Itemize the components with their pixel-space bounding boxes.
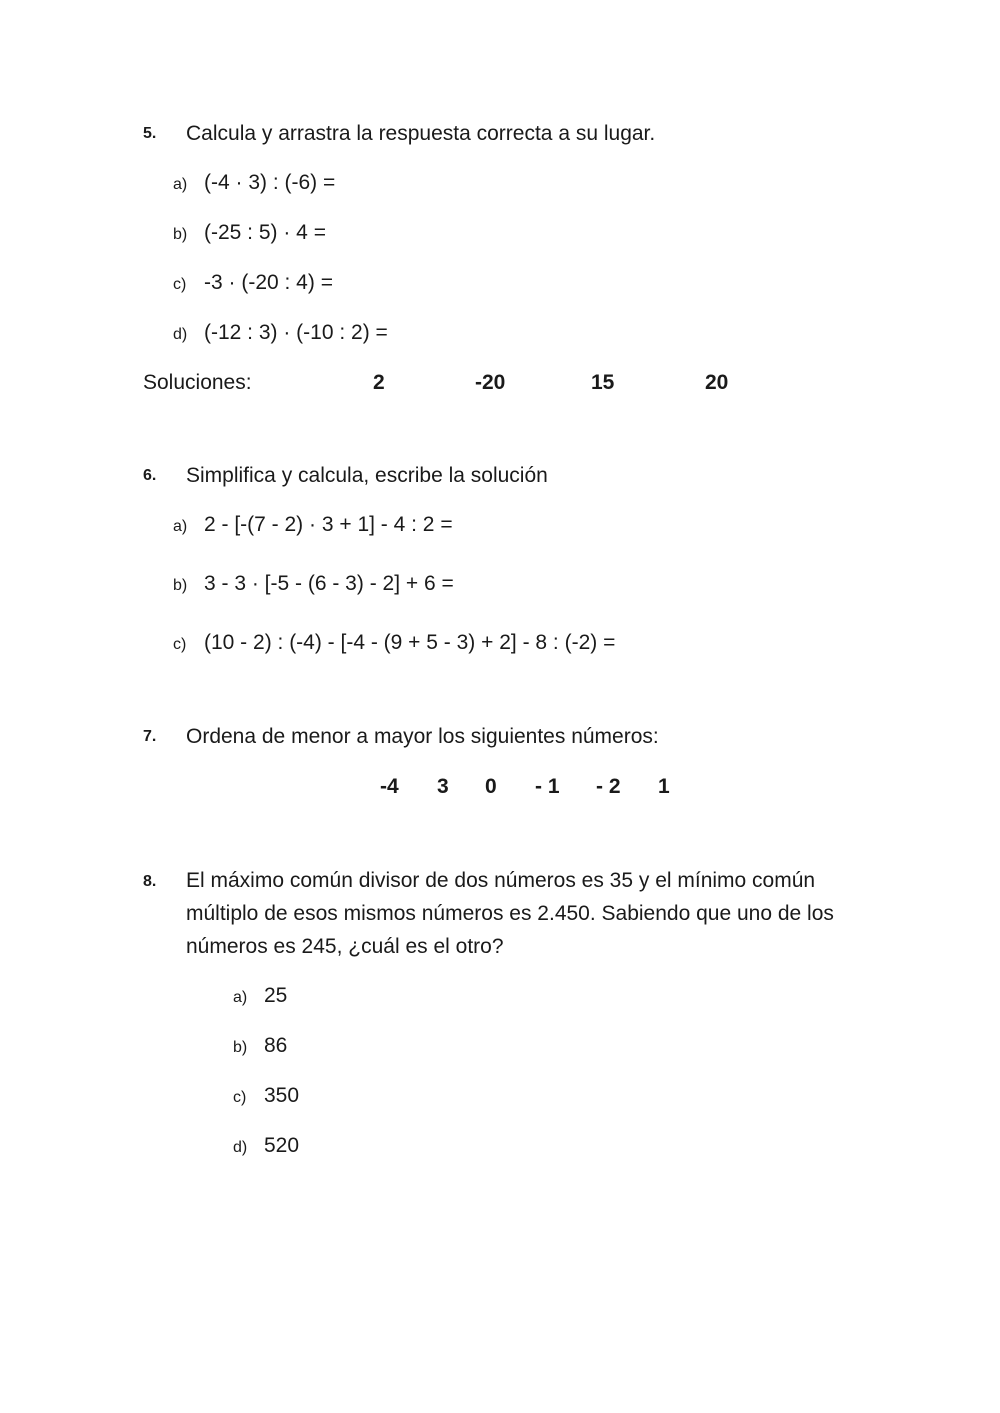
q8-option-a-label: a)	[233, 989, 248, 1006]
question-7-text: Ordena de menor a mayor los siguientes números:	[186, 725, 659, 748]
q6-item-c-label: c)	[173, 636, 187, 653]
question-5-number: 5.	[143, 125, 157, 142]
q8-option-b-label: b)	[233, 1039, 248, 1056]
q5-item-b-label: b)	[173, 226, 188, 243]
q6-item-b-label: b)	[173, 577, 188, 594]
q5-item-c-expression: -3 · (-20 : 4) =	[204, 271, 333, 294]
order-number: -4	[380, 775, 399, 798]
solutions-label: Soluciones:	[143, 371, 252, 394]
q6-item-a-expression: 2 - [-(7 - 2) · 3 + 1] - 4 : 2 =	[204, 513, 453, 536]
q5-item-a-expression: (-4 · 3) : (-6) =	[204, 171, 336, 194]
order-number: 1	[658, 775, 670, 798]
q8-option-c-value[interactable]: 350	[264, 1084, 300, 1107]
question-7-number: 7.	[143, 728, 157, 745]
solution-chip[interactable]: 15	[591, 371, 615, 394]
q5-item-d-expression: (-12 : 3) · (-10 : 2) =	[204, 321, 388, 344]
question-5-text: Calcula y arrastra la respuesta correcta a su lugar.	[186, 122, 656, 145]
q8-option-d-value[interactable]: 520	[264, 1134, 300, 1157]
question-8-text-line: El máximo común divisor de dos números es 35 y el mínimo común	[186, 869, 816, 892]
question-8-number: 8.	[143, 873, 157, 890]
q5-item-d-label: d)	[173, 326, 188, 343]
solution-chip[interactable]: 2	[373, 371, 385, 394]
q8-option-c-label: c)	[233, 1089, 247, 1106]
q8-option-a-value[interactable]: 25	[264, 984, 288, 1007]
q5-item-c-label: c)	[173, 276, 187, 293]
question-6-text: Simplifica y calcula, escribe la solución	[186, 464, 548, 487]
q6-item-b-expression: 3 - 3 · [-5 - (6 - 3) - 2] + 6 =	[204, 572, 454, 595]
q8-option-d-label: d)	[233, 1139, 248, 1156]
order-number: - 1	[535, 775, 560, 798]
order-number: - 2	[596, 775, 621, 798]
q5-item-a-label: a)	[173, 176, 188, 193]
q6-item-c-expression: (10 - 2) : (-4) - [-4 - (9 + 5 - 3) + 2] - 8 : (-2) =	[204, 631, 616, 654]
question-8-text-line: múltiplo de esos mismos números es 2.450. Sabiendo que uno de los	[186, 902, 834, 925]
question-6-number: 6.	[143, 467, 157, 484]
q5-item-b-expression: (-25 : 5) · 4 =	[204, 221, 326, 244]
solution-chip[interactable]: 20	[705, 371, 729, 394]
q8-option-b-value[interactable]: 86	[264, 1034, 288, 1057]
solution-chip[interactable]: -20	[475, 371, 506, 394]
order-number: 3	[437, 775, 449, 798]
question-8-text-line: números es 245, ¿cuál es el otro?	[186, 935, 504, 958]
q6-item-a-label: a)	[173, 518, 188, 535]
order-number: 0	[485, 775, 497, 798]
